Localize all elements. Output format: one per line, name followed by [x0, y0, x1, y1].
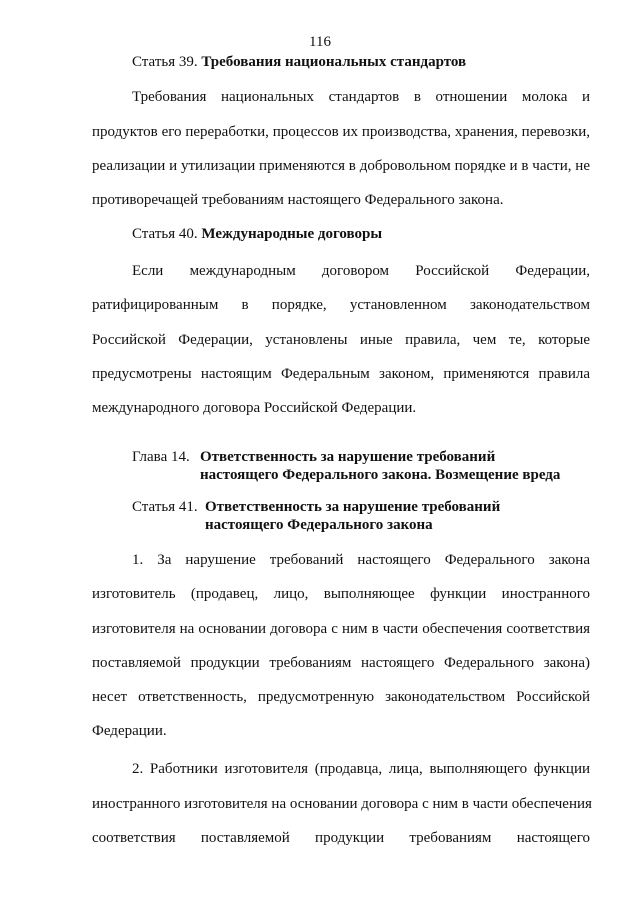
- article-39-title: Требования национальных стандартов: [201, 54, 467, 70]
- article-41-p2-line-2: иностранного изготовителя на основании договора с ним в части обеспечения: [92, 796, 592, 812]
- chapter-14-title-line-1: Ответственность за нарушение требований: [200, 449, 496, 465]
- article-40-line-3: Российской Федерации, установлены иные правила, чем те, которые: [92, 332, 590, 348]
- article-39-prefix: Статья 39.: [132, 54, 198, 70]
- article-41-title-line-1: Ответственность за нарушение требований: [205, 499, 501, 515]
- chapter-14-title-line-2: настоящего Федерального закона. Возмещение вреда: [200, 467, 561, 483]
- article-40-line-1: Если международным договором Российской Федерации,: [132, 263, 590, 279]
- article-39-line-1: Требования национальных стандартов в отношении молока и: [132, 89, 590, 105]
- article-41-title-line-2: настоящего Федерального закона: [205, 517, 433, 533]
- article-40-line-2: ратифицированным в порядке, установленном законодательством: [92, 297, 590, 313]
- article-39-heading: [132, 54, 466, 71]
- article-41-p1-line-2: изготовитель (продавец, лицо, выполняющее функции иностранного: [92, 586, 590, 602]
- article-40-line-4: предусмотрены настоящим Федеральным законом, применяются правила: [92, 366, 590, 382]
- article-41-p1-line-4: поставляемой продукции требованиям настоящего Федерального закона): [92, 655, 590, 671]
- article-41-prefix: Статья 41.: [132, 499, 198, 515]
- article-39-line-3: реализации и утилизации применяются в добровольном порядке и в части, не: [92, 158, 590, 174]
- article-41-p1-line-3: изготовителя на основании договора с ним в части обеспечения соответствия: [92, 621, 590, 637]
- article-40-title: Международные договоры: [201, 226, 383, 242]
- page-number: 116: [309, 34, 331, 50]
- article-41-p1-line-5: несет ответственность, предусмотренную законодательством Российской: [92, 689, 590, 705]
- article-40-line-5: международного договора Российской Федерации.: [92, 400, 417, 416]
- article-39-line-4: противоречащей требованиям настоящего Федерального закона.: [92, 192, 504, 208]
- article-39-line-2: продуктов его переработки, процессов их производства, хранения, перевозки,: [92, 124, 590, 140]
- article-40-prefix: Статья 40.: [132, 226, 198, 242]
- article-41-p2-line-3: соответствия поставляемой продукции требованиям настоящего: [92, 830, 590, 846]
- article-41-p2-line-1: 2. Работники изготовителя (продавца, лица, выполняющего функции: [132, 761, 590, 777]
- chapter-14-prefix: Глава 14.: [132, 449, 190, 465]
- article-41-p1-line-6: Федерации.: [92, 723, 167, 739]
- article-40-heading: [132, 226, 382, 243]
- article-41-p1-line-1: 1. За нарушение требований настоящего Федерального закона: [132, 552, 590, 568]
